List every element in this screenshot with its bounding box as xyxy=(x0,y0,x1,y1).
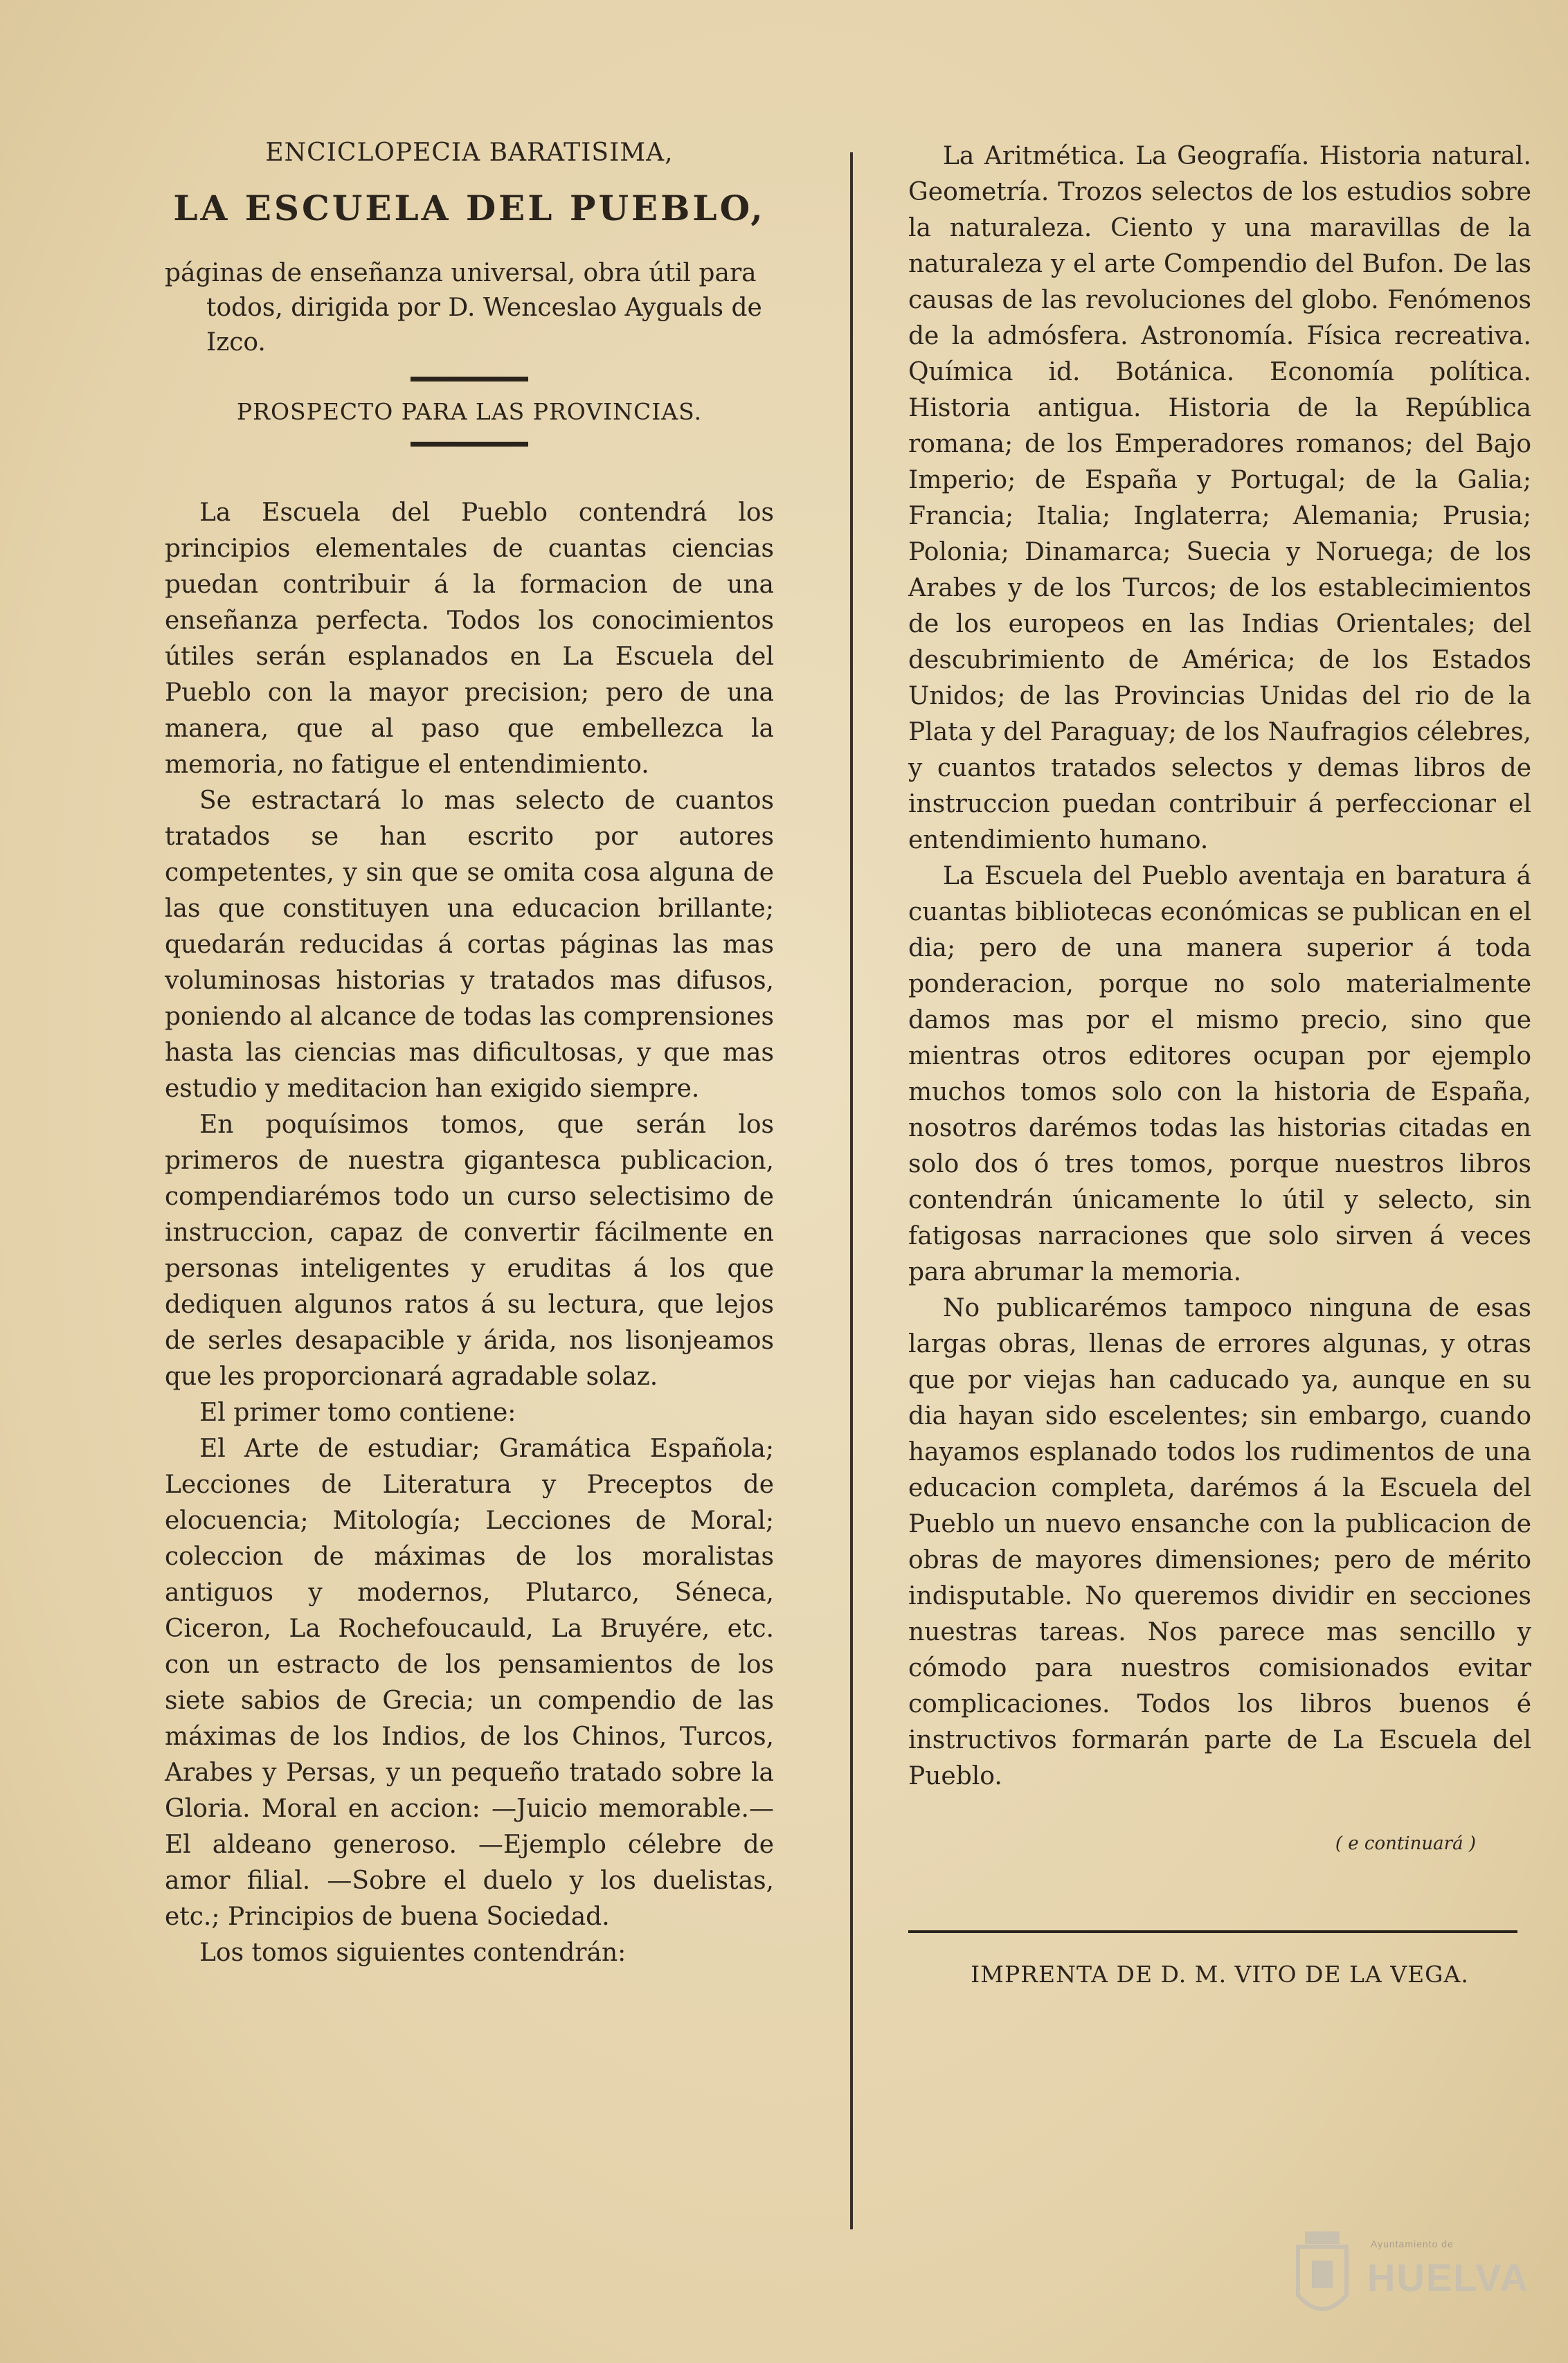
paragraph: El primer tomo contiene: xyxy=(199,1399,516,1427)
paragraph: La Escuela del Pueblo aventaja en baratura á cuantas bibliotecas económicas se publican en el dia; pero de una manera superior á toda ponderacion, porque no solo materialmente damos mas por el mismo precio, sino que mientras otros editores ocupan por ejemplo muchos tomos solo con la historia de España, nosotros darémos todas las historias citadas en solo dos ó tres tomos, porque nuestros libros contendrán únicamente lo útil y selecto, sin fatigosas narraciones que solo sirven á veces para abrumar la memoria. xyxy=(908,862,1531,1286)
watermark-small-text: Ayuntamiento de xyxy=(1371,2238,1454,2249)
huelva-shield-icon xyxy=(1284,2226,1360,2330)
header-escuela-del-pueblo: LA ESCUELA DEL PUEBLO, xyxy=(173,188,766,228)
column-divider xyxy=(850,152,853,2229)
continuara-note: ( e continuará ) xyxy=(1335,1833,1476,1854)
paragraph: No publicarémos tampoco ninguna de esas largas obras, llenas de errores algunas, y otras que por viejas han caducado ya, aunque en su dia hayan sido escelentes; sin embargo, cuando hayamos esplanado todos los rudimentos de una educacion completa, darémos á la Escuela del Pueblo un nuevo ensanche con la publicacion de obras de mayores dimensiones; pero de mérito indisputable. No queremos dividir en secciones nuestras tareas. Nos parece mas sencillo y cómodo para nuestros comisionados evitar complicaciones. Todos los libros buenos é instructivos formarán parte de La Escuela del Pueblo. xyxy=(908,1294,1531,1790)
paragraph: Los tomos siguientes contendrán: xyxy=(199,1939,627,1967)
watermark xyxy=(1284,2219,1529,2344)
paragraph: En poquísimos tomos, que serán los primeros de nuestra gigantesca publicacion, compendiarémos todo un curso selectisimo de instruccion, capaz de convertir fácilmente en personas inteligentes y eruditas á los que dediquen algunos ratos á su lectura, que lejos de serles desapacible y árida, nos lisonjeamos que les proporcionará agradable solaz. xyxy=(165,1111,774,1391)
watermark-big-text: HUELVA xyxy=(1367,2256,1529,2299)
paragraph: La Escuela del Pueblo contendrá los principios elementales de cuantas ciencias puedan contribuir á la formacion de una enseñanza perfecta. Todos los conocimientos útiles serán esplanados en La Escuela del Pueblo con la mayor precision; pero de una manera, que al paso que embellezca la memoria, no fatigue el entendimiento. xyxy=(165,498,774,779)
right-column xyxy=(908,132,1531,1988)
paragraph: Se estractará lo mas selecto de cuantos tratados se han escrito por autores competentes, y sin que se omita cosa alguna de las que constituyen una educacion brillante; quedarán reducidas á cortas páginas las mas voluminosas historias y tratados mas difusos, poniendo al alcance de todas las comprensiones hasta las ciencias mas dificultosas, y que mas estudio y meditacion han exigido siempre. xyxy=(165,787,774,1103)
short-rule-2 xyxy=(411,442,528,447)
paragraph: El Arte de estudiar; Gramática Española; Lecciones de Literatura y Preceptos de elocuencia; Mitología; Lecciones de Moral; coleccion de máximas de los moralistas antiguos y modernos, Plutarco, Séneca, Ciceron, La Rochefoucauld, La Bruyére, etc. con un estracto de los pensamientos de los siete sabios de Grecia; un compendio de las máximas de los Indios, de los Chinos, Turcos, Arabes y Persas, y un pequeño tratado sobre la Gloria. Moral en accion: —Juicio memorable.— El aldeano generoso. —Ejemplo célebre de amor filial. —Sobre el duelo y los duelistas, etc.; Principios de buena Sociedad. xyxy=(165,1435,774,1931)
intro-text: páginas de enseñanza universal, obra útil para todos, dirigida por D. Wenceslao Ayguals de Izco. xyxy=(165,259,762,357)
paragraph: La Aritmética. La Geografía. Historia natural. Geometría. Trozos selectos de los estudios sobre la naturaleza. Ciento y una maravillas de la naturaleza y el arte Compendio del Bufon. De las causas de las revoluciones del globo. Fenómenos de la admósfera. Astronomía. Física recreativa. Química id. Botánica. Economía política. Historia antigua. Historia de la República romana; de los Emperadores romanos; del Bajo Imperio; de España y Portugal; de la Galia; Francia; Italia; Inglaterra; Alemania; Prusia; Polonia; Dinamarca; Suecia y Noruega; de los Arabes y de los Turcos; de los establecimientos de los europeos en las Indias Orientales; del descubrimiento de América; de los Estados Unidos; de las Provincias Unidas del rio de la Plata y del Paraguay; de los Naufragios célebres, y cuantos tratados selectos y demas libros de instruccion puedan contribuir á perfeccionar el entendimiento humano. xyxy=(908,142,1531,854)
prospecto-heading: PROSPECTO PARA LAS PROVINCIAS. xyxy=(236,398,703,425)
imprenta-line: IMPRENTA DE D. M. VITO DE LA VEGA. xyxy=(971,1961,1469,1988)
footer-rule xyxy=(908,1930,1517,1933)
left-column xyxy=(165,132,774,1971)
short-rule-1 xyxy=(411,377,528,381)
header-enciclopedia: ENCICLOPECIA BARATISIMA, xyxy=(265,138,674,167)
